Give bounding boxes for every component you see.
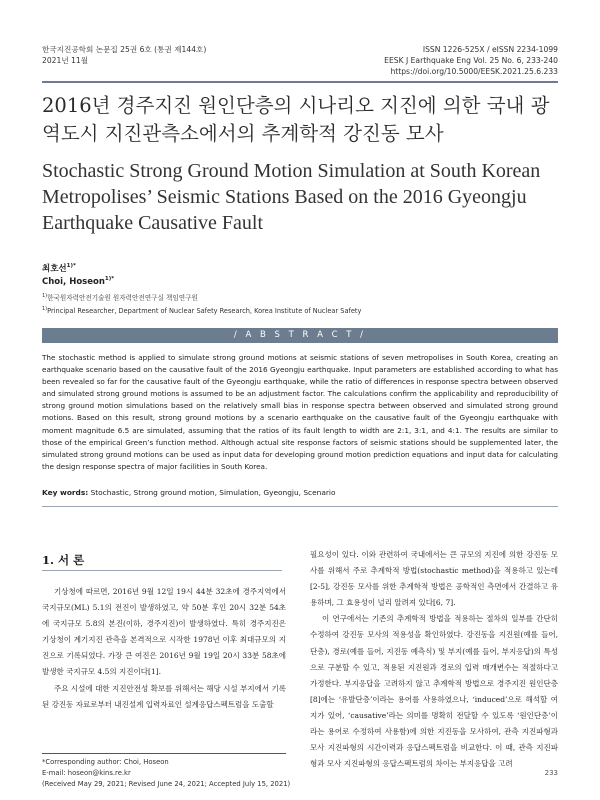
- keywords-list: Stochastic, Strong ground motion, Simulation, Gyeongju, Scenario: [90, 488, 336, 497]
- affiliation-english: [42, 306, 361, 315]
- title-korean: 2016년 경주지진 원인단층의 시나리오 지진에 의한 국내 광역도시 지진관측소에서의 추계학적 강진동 모사: [42, 94, 550, 145]
- abstract-rule: [42, 506, 558, 507]
- footnote-rule: [42, 753, 286, 754]
- body-column-left: [42, 584, 286, 713]
- paragraph: 기상청에 따르면, 2016년 9월 12일 19시 44분 32초에 경주지역에서 국지규모(ML) 5.1의 전진이 발생하였고, 약 50분 후인 20시 32분 54초에 국지규모 5.8의 본진(이하, 경주지진)이 발생하였다. 특히 경주지진은 기상청이 계기지진 관측을 본격적으로 시작한 1978년 이후 최대규모의 지진으로 기록되었다. 가장 큰 여진은 2016년 9월 19일 20시 33분 58초에 발생한 국지규모 4.5의 지진이다[1].: [42, 587, 286, 677]
- aff-text-ko: 한국원자력안전기술원 원자력안전연구실 책임연구원: [47, 294, 198, 302]
- paragraph: 이 연구에서는 기존의 추계학적 방법을 적용하는 절차의 일부를 간단히 수정하여 강진동 모사의 적용성을 확인하였다. 강진동을 지진원(예를 들어, 단층), 경로(예를 들어, 지진동 예측식) 및 부지(예를 들어, 부지응답)의 특성으로 구분할 수 있고, 적용된 지진원과 경로의 입력 매개변수는 적절하다고 가정한다. 부지응답을 고려하지 않고 추계학적 방법으로 경주지진 원인단층[8]에는 ‘유발단층’이라는 용어를 사용하였으나, ‘induced’으로 해석할 여지가 있어, ‘causative’라는 의미를 명확히 전달할 수 있도록 ‘원인단층’이라는 용어로 수정하여 사용함)에 의한 지진동을 모사하여, 관측 지진파형과 모사 지진파형의 시간이력과 응답스펙트럼을 비교한다. 이 때, 관측 지진파형과 모사 지진파형의 응답스펙트럼의 차이는 부지응답을 고려: [310, 614, 558, 769]
- corresponding-author: *Corresponding author: Choi, Hoseon: [42, 758, 169, 766]
- author-english: [42, 276, 114, 287]
- journal-citation: EESK J Earthquake Eng Vol. 25 No. 6, 233-240: [384, 56, 558, 65]
- abstract-heading: / A B S T R A C T /: [42, 328, 558, 343]
- author-sup-en: 1)*: [104, 276, 115, 282]
- keywords-label: Key words:: [42, 488, 89, 497]
- section-rule: [42, 570, 282, 571]
- affiliation-korean: [42, 292, 198, 302]
- title-english: Stochastic Strong Ground Motion Simulation at South Korean Metropolises’ Seismic Stations Based on the 2016 Gyeongju Earthquake Causative Fault: [42, 160, 541, 234]
- author-korean: [42, 262, 76, 274]
- page-number: 233: [544, 769, 558, 777]
- paragraph: 필요성이 있다. 이와 관련하여 국내에서는 큰 규모의 지진에 의한 강진동 모사를 위해서 주로 추계학적 방법(stochastic method)을 적용하고 있는데[2-5], 강진동 모사를 위한 추계학적 방법은 공학적인 측면에서 간결하고 유용하며, 그 효용성이 널리 알려져 있다[6, 7].: [310, 550, 558, 608]
- author-sup-ko: 1)*: [66, 263, 76, 270]
- keywords: [42, 488, 335, 497]
- author-name-en: Choi, Hoseon: [42, 276, 105, 287]
- paragraph: 주요 시설에 대한 지진안전성 확보를 위해서는 해당 시설 부지에서 기록된 강진동 자료로부터 내진설계 입력자료인 설계응답스펙트럼을 도출할: [42, 683, 286, 709]
- journal-header-right: [384, 44, 558, 77]
- aff-text-en: Principal Researcher, Department of Nuclear Safety Research, Korea Institute of Nuclear Safety: [47, 307, 362, 316]
- body-column-right: [310, 547, 558, 772]
- aff-sup-ko: 1): [42, 292, 48, 299]
- aff-sup-en: 1): [42, 306, 48, 312]
- journal-info: 한국지진공학회 논문집 25권 6호 (통권 제144호): [42, 45, 207, 54]
- journal-header-left: [42, 44, 206, 66]
- issue-date: 2021년 11월: [42, 56, 89, 65]
- received-dates: (Received May 29, 2021; Revised June 24, 2021; Accepted July 15, 2021): [42, 780, 291, 788]
- section-heading-introduction: 1. 서 론: [42, 553, 85, 567]
- abstract-body: The stochastic method is applied to simulate strong ground motions at seismic stations of seven metropolises in South Korea, creating an earthquake scenario based on the causative fault of the 2016 Gyeongju earthquake. Input parameters are established according to what has been revealed so far for the causative fault of the Gyeongju earthquake, while the ratio of differences in response spectra between observed and simulated strong ground motions is assumed to be an adjustment factor. The calculations confirm the applicability and reproducibility of strong ground motion simulations based on the relatively small bias in response spectra between observed and simulated strong ground motions. Based on this result, strong ground motions by a scenario earthquake on the causative fault of the Gyeongju earthquake with moment magnitude 6.5 are simulated, assuming that the ratios of its fault length to width are 2:1, 3:1, and 4:1. The results are similar to those of the empirical Green’s function method. Although actual site response factors of seismic stations should be supplemented later, the simulated strong ground motions can be used as input data for developing ground motion prediction equations and input data for calculating the design response spectra of major facilities in South Korea.: [42, 353, 558, 471]
- doi-link[interactable]: https://doi.org/10.5000/EESK.2021.25.6.233: [390, 67, 558, 76]
- author-email[interactable]: E-mail: hoseon@kins.re.kr: [42, 769, 131, 777]
- issn: ISSN 1226-525X / eISSN 2234-1099: [422, 45, 558, 54]
- header-rule: [42, 81, 558, 83]
- footnote: [42, 757, 290, 790]
- author-name-ko: 최호선: [42, 264, 67, 274]
